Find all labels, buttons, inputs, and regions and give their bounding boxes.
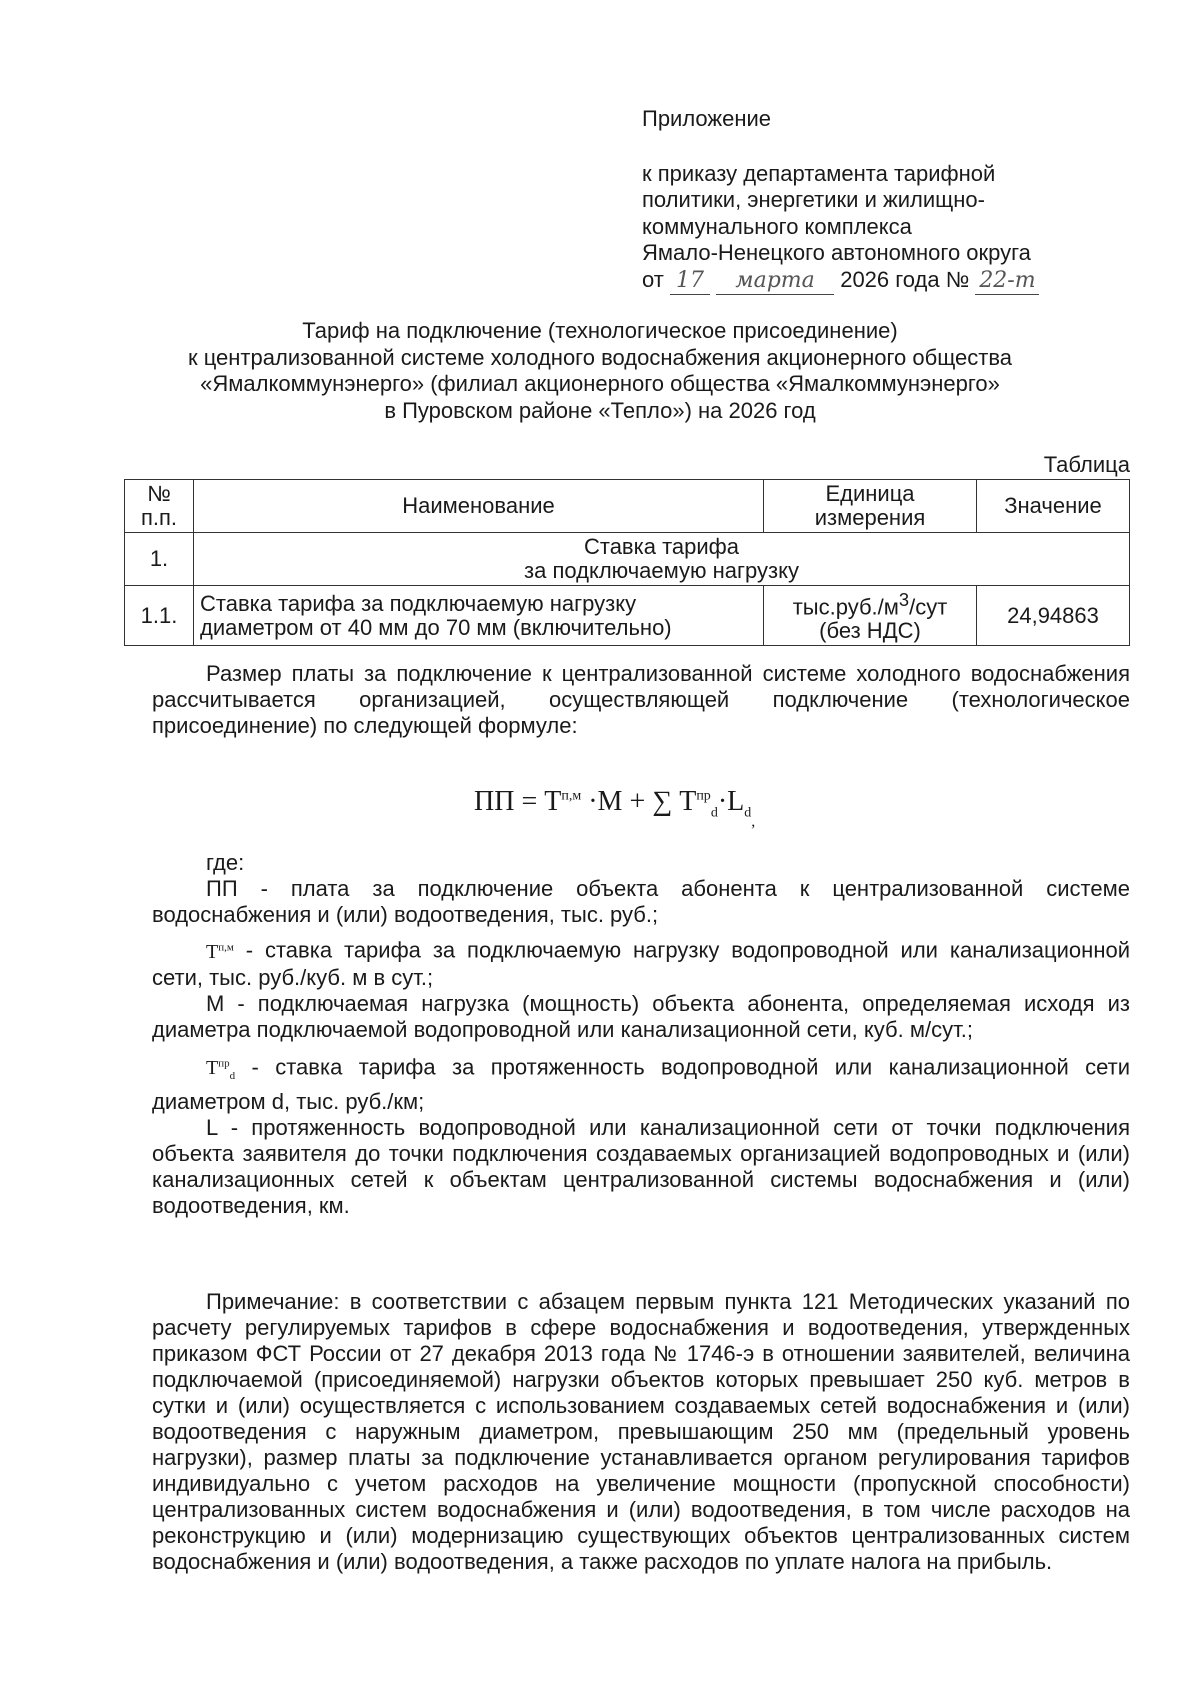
unit-exponent: 3	[898, 589, 910, 610]
definition-l: L - протяженность водопроводной или канализационной сети от точки подключения объекта заявителя до точки подключения создаваемых организацией водопроводных и (или) канализационных сетей к объектам централизованной системы водоснабжения и (или) водоотведения, км.	[152, 1115, 1130, 1219]
formula-t2-sub: d	[710, 805, 718, 821]
formula-l-sub: d	[744, 805, 752, 821]
intro-paragraph: Размер платы за подключение к централизованной системе холодного водоснабжения рассчитывается организацией, осуществляющей подключение (технологическое присоединение) по следующей формуле:	[152, 661, 1130, 738]
title-line: к централизованной системе холодного водоснабжения акционерного общества	[187, 344, 1013, 370]
row-name-line: диаметром от 40 мм до 70 мм (включительно)	[200, 614, 672, 640]
formula-mid: ·М + ∑	[588, 786, 680, 817]
symbol-sub: d	[229, 1070, 236, 1083]
row-value: 24,94863	[977, 586, 1130, 646]
formula-tail: ,	[751, 813, 756, 830]
symbol-base: Т	[206, 1057, 219, 1080]
row-name-line: Ставка тарифа за подключаемую нагрузку	[200, 590, 637, 616]
intro-section	[152, 661, 1130, 739]
definition-tpm	[152, 934, 1130, 991]
appendix-line: Ямало-Ненецкого автономного округа	[642, 240, 1031, 265]
formula-t1: Т	[544, 786, 562, 817]
header-unit	[764, 480, 977, 533]
row-unit-line	[770, 588, 970, 619]
formula: ПП = $Т^{п,м} \cdot М$ + ∑ $Т^{пр}_d\cdot L_{d,}$	[474, 786, 756, 830]
title-line: Тариф на подключение (технологическое присоединение)	[302, 318, 898, 343]
row-num: 1.	[125, 533, 194, 586]
appendix-line: к приказу департамента тарифной	[642, 160, 996, 186]
header-unit-line: измерения	[814, 505, 926, 530]
header-num-line: п.п.	[140, 505, 178, 530]
symbol-base: Т	[206, 940, 219, 963]
formula-t1-sup: п,м	[561, 788, 582, 804]
formula-l: ·L	[717, 786, 745, 817]
definition-tpr	[152, 1051, 1130, 1116]
table-row	[125, 533, 1130, 586]
date-prefix: от	[642, 266, 664, 292]
appendix-block	[642, 106, 1122, 295]
unit-base: тыс.руб./м	[792, 594, 899, 620]
row-name-merged	[194, 533, 1130, 586]
appendix-line: коммунального комплекса	[642, 213, 912, 239]
date-suffix: 2026 года №	[840, 266, 970, 292]
header-unit-line: Единица	[825, 481, 915, 506]
tariff-table	[124, 479, 1130, 646]
header-num	[125, 480, 194, 533]
symbol-sup: пр	[218, 1057, 230, 1070]
definition-pp: ПП - плата за подключение объекта абонента к централизованной системе водоснабжения и (или) водоотведения, тыс. руб.;	[152, 876, 1130, 927]
appendix-heading: Приложение	[642, 106, 772, 131]
handwritten-order-number: 22-т	[975, 268, 1039, 296]
table-caption: Таблица	[1043, 452, 1130, 477]
appendix-line: политики, энергетики и жилищно-	[642, 187, 985, 212]
symbol-tpm	[206, 941, 234, 963]
header-name: Наименование	[194, 480, 764, 533]
where-label: где:	[206, 850, 245, 875]
definitions-section	[152, 850, 1130, 1219]
definition-text: - ставка тарифа за протяженность водопроводной или канализационной сети диаметром d, тыс. руб./км;	[152, 1054, 1130, 1115]
table-row	[125, 586, 1130, 646]
symbol-sup: п,м	[218, 941, 234, 953]
note-section	[152, 1289, 1130, 1575]
header-value: Значение	[977, 480, 1130, 533]
table-header-row	[125, 480, 1130, 533]
row-name-line: Ставка тарифа	[583, 534, 740, 559]
row-unit-line: (без НДС)	[819, 618, 921, 644]
title-line: «Ямалкоммунэнерго» (филиал акционерного общества «Ямалкоммунэнерго»	[200, 371, 1000, 396]
handwritten-day: 17	[670, 268, 710, 296]
row-num: 1.1.	[125, 586, 194, 646]
note-paragraph: Примечание: в соответствии с абзацем первым пункта 121 Методических указаний по расчету регулируемых тарифов в сфере водоснабжения и водоотведения, утвержденных приказом ФСТ России от 27 декабря 2013 года № 1746-э в отношении заявителей, величина подключаемой (присоединяемой) нагрузки объектов которых превышает 250 куб. метров в сутки и (или) осуществляется с использованием создаваемых сетей водоснабжения и (или) водоотведения с наружным диаметром, превышающим 250 мм (предельный уровень нагрузки), размер платы за подключение устанавливается органом регулирования тарифов индивидуально с учетом расходов на увеличение мощности (пропускной способности) централизованных систем водоснабжения и (или) водоотведения, в том числе расходов на реконструкцию и (или) модернизацию существующих объектов централизованных систем водоснабжения и (или) водоотведения, а также расходов по уплате налога на прибыль.	[152, 1289, 1130, 1574]
row-name	[194, 586, 764, 646]
document-title	[150, 318, 1050, 424]
header-num-line: №	[147, 481, 171, 506]
row-unit	[764, 586, 977, 646]
title-line: в Пуровском районе «Тепло») на 2026 год	[384, 397, 816, 423]
formula-t2: Т	[679, 786, 697, 817]
formula-t2-sup: пр	[696, 788, 711, 804]
row-name-line: за подключаемую нагрузку	[524, 558, 799, 583]
definition-m: М - подключаемая нагрузка (мощность) объекта абонента, определяемая исходя из диаметра подключаемой водопроводной или канализационной сети, куб. м/сут.;	[152, 990, 1130, 1042]
formula-lhs: ПП	[474, 786, 515, 817]
handwritten-month: марта	[716, 268, 834, 296]
order-date-line	[642, 267, 1122, 296]
symbol-tpr	[206, 1057, 236, 1083]
unit-tail: /сут	[909, 594, 948, 620]
definition-text: - ставка тарифа за подключаемую нагрузку водопроводной или канализационной сети, тыс. руб./куб. м в сут.;	[152, 937, 1130, 990]
